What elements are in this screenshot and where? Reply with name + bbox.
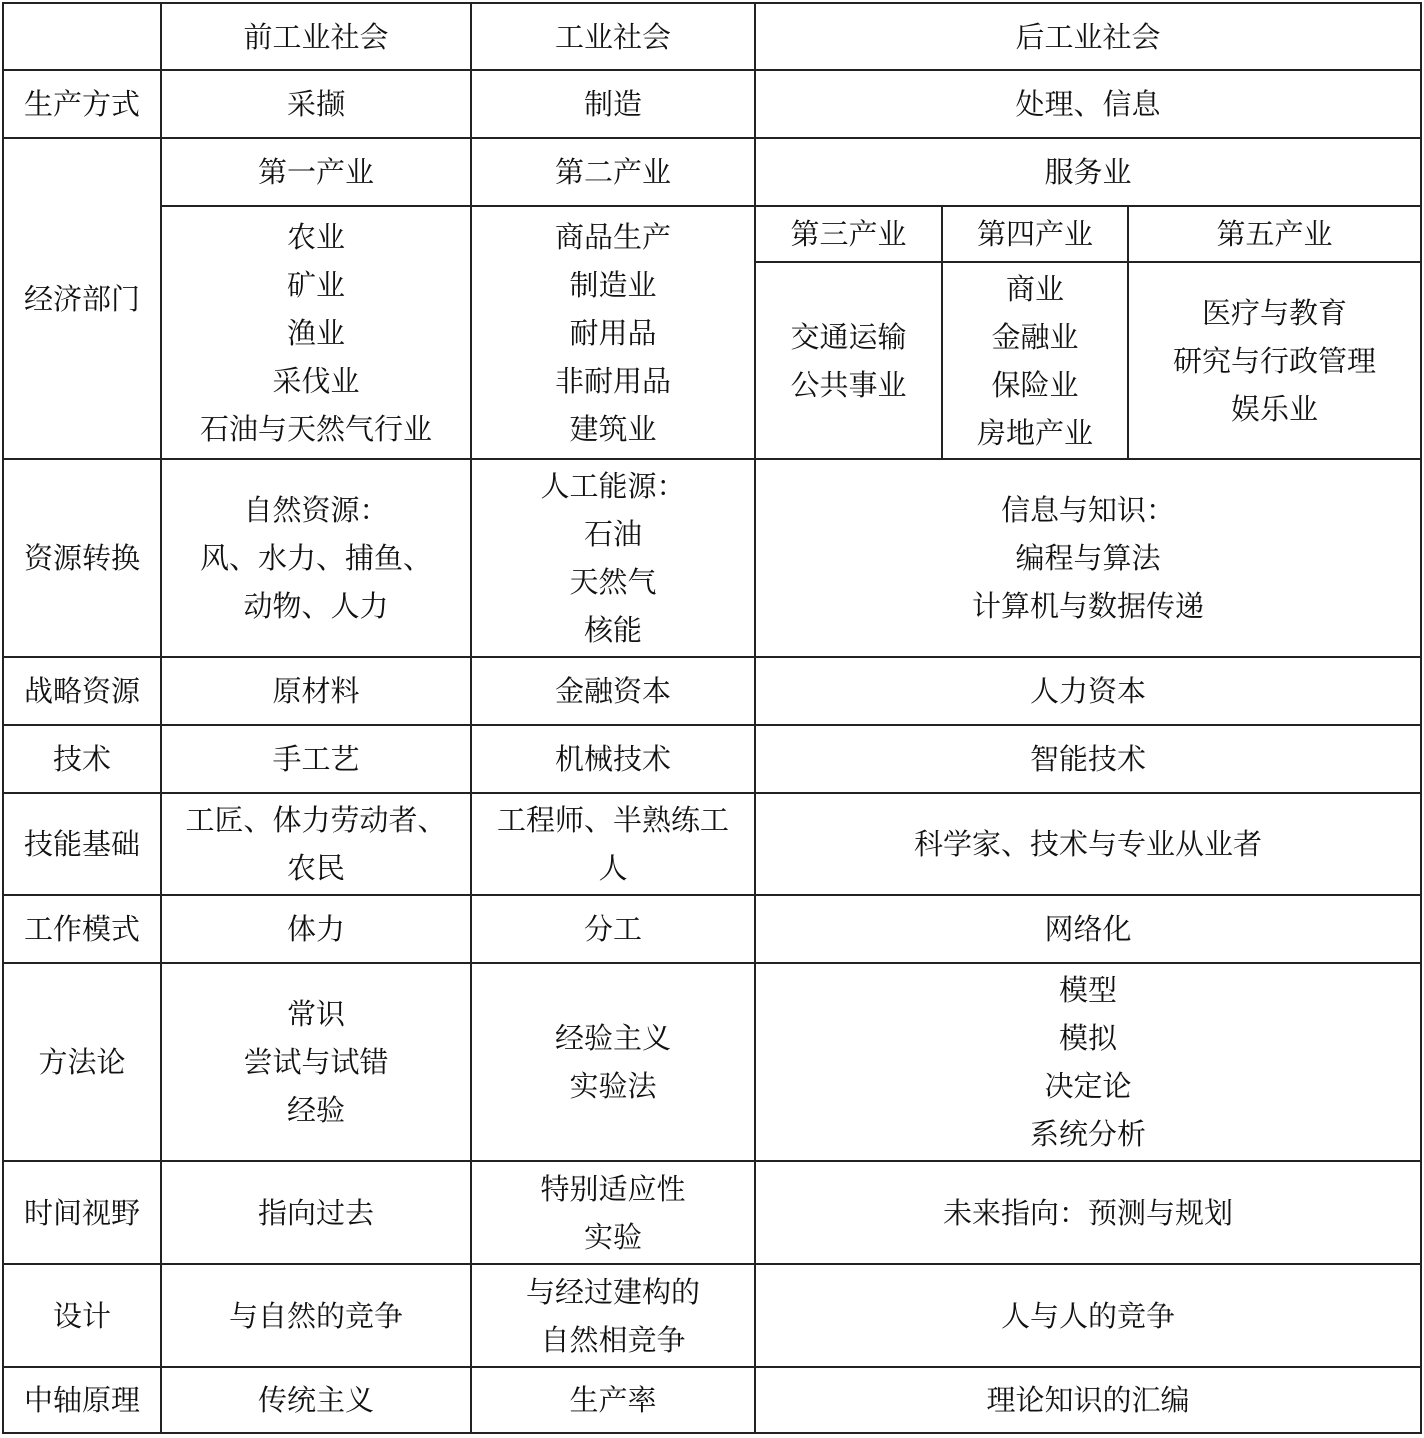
cell-line: 与经过建构的 (525, 1274, 700, 1309)
society-comparison-table (2, 2, 1422, 1434)
list-item: 商品生产 (554, 219, 671, 254)
cell-post-industrial: 人力资本 (755, 657, 1421, 725)
row-strategic-resource (3, 657, 1421, 725)
cell-quinary-sector: 第五产业 (1128, 206, 1421, 262)
cell-post-industrial (755, 963, 1421, 1161)
header-pre-industrial: 前工业社会 (161, 3, 471, 70)
cell-line: 工匠、体力劳动者、 (185, 803, 447, 837)
row-label: 技能基础 (3, 793, 161, 895)
cell-line: 自然资源： (243, 493, 389, 527)
cell-line: 计算机与数据传递 (971, 589, 1204, 623)
cell-post-industrial: 未来指向：预测与规划 (755, 1161, 1421, 1264)
cell-line: 天然气 (569, 565, 657, 599)
cell-industrial (471, 793, 755, 895)
row-resource-transformation (3, 459, 1421, 657)
cell-post-industrial: 智能技术 (755, 725, 1421, 793)
list-item: 非耐用品 (554, 363, 671, 398)
header-row (3, 3, 1421, 70)
cell-industrial: 机械技术 (471, 725, 755, 793)
cell-line: 人 (598, 851, 628, 885)
cell-line: 自然相竞争 (540, 1322, 686, 1357)
row-label: 设计 (3, 1264, 161, 1367)
cell-tertiary-sector-items (755, 262, 942, 459)
list-item: 金融业 (991, 319, 1079, 354)
list-item: 医疗与教育 (1201, 295, 1347, 330)
cell-line: 常识 (286, 997, 345, 1031)
row-work-mode (3, 895, 1421, 963)
cell-line: 特别适应性 (540, 1171, 686, 1206)
row-label: 技术 (3, 725, 161, 793)
row-axial-principle (3, 1367, 1421, 1433)
cell-pre-industrial (161, 459, 471, 657)
cell-industrial: 生产率 (471, 1367, 755, 1433)
list-item: 房地产业 (976, 415, 1093, 450)
cell-line: 人工能源： (540, 469, 686, 503)
row-economic-subsectors (3, 206, 1421, 262)
cell-line: 农民 (286, 851, 345, 885)
cell-pre-industrial: 传统主义 (161, 1367, 471, 1433)
list-item: 农业 (286, 219, 345, 254)
list-item: 矿业 (286, 267, 345, 302)
list-item: 采伐业 (272, 363, 360, 398)
row-label: 经济部门 (3, 138, 161, 459)
cell-industrial (471, 1264, 755, 1367)
cell-pre-industrial: 采撷 (161, 70, 471, 138)
list-item: 保险业 (991, 367, 1079, 402)
cell-industrial (471, 963, 755, 1161)
cell-industrial: 制造 (471, 70, 755, 138)
list-item: 交通运输 (790, 319, 907, 354)
row-design (3, 1264, 1421, 1367)
list-item: 商业 (1005, 271, 1064, 306)
cell-line: 模拟 (1058, 1021, 1117, 1055)
cell-line: 核能 (583, 613, 642, 647)
cell-line: 实验法 (569, 1069, 657, 1103)
cell-pre-industrial: 原材料 (161, 657, 471, 725)
header-corner-cell (3, 3, 161, 70)
cell-post-industrial: 处理、信息 (755, 70, 1421, 138)
row-production-mode (3, 70, 1421, 138)
row-label: 资源转换 (3, 459, 161, 657)
cell-post-industrial: 人与人的竞争 (755, 1264, 1421, 1367)
cell-line: 实验 (583, 1219, 642, 1254)
cell-pre-industrial: 手工艺 (161, 725, 471, 793)
cell-line: 石油 (583, 517, 642, 551)
cell-pre-industrial (161, 793, 471, 895)
cell-secondary-sector-items (471, 206, 755, 459)
cell-pre-industrial: 体力 (161, 895, 471, 963)
cell-pre-industrial (161, 963, 471, 1161)
row-label: 中轴原理 (3, 1367, 161, 1433)
row-economic-sector (3, 138, 1421, 206)
cell-industrial (471, 459, 755, 657)
row-label: 工作模式 (3, 895, 161, 963)
cell-line: 编程与算法 (1015, 541, 1161, 575)
row-label: 方法论 (3, 963, 161, 1161)
cell-secondary-sector: 第二产业 (471, 138, 755, 206)
row-methodology (3, 963, 1421, 1161)
cell-line: 决定论 (1044, 1069, 1132, 1103)
row-label: 时间视野 (3, 1161, 161, 1264)
list-item: 渔业 (286, 315, 345, 350)
row-time-horizon (3, 1161, 1421, 1264)
list-item: 公共事业 (790, 367, 907, 402)
cell-industrial (471, 1161, 755, 1264)
cell-service-sector: 服务业 (755, 138, 1421, 206)
cell-line: 经验 (286, 1093, 345, 1127)
cell-pre-industrial: 指向过去 (161, 1161, 471, 1264)
cell-quaternary-sector: 第四产业 (942, 206, 1128, 262)
cell-post-industrial (755, 459, 1421, 657)
cell-line: 信息与知识： (1000, 493, 1175, 527)
cell-post-industrial: 科学家、技术与专业从业者 (755, 793, 1421, 895)
list-item: 制造业 (569, 267, 657, 302)
cell-industrial: 金融资本 (471, 657, 755, 725)
cell-quaternary-sector-items (942, 262, 1128, 459)
list-item: 娱乐业 (1230, 391, 1318, 426)
cell-line: 工程师、半熟练工 (496, 803, 729, 837)
cell-post-industrial: 网络化 (755, 895, 1421, 963)
cell-line: 系统分析 (1029, 1117, 1146, 1151)
row-label: 生产方式 (3, 70, 161, 138)
cell-line: 模型 (1058, 973, 1117, 1007)
cell-primary-sector: 第一产业 (161, 138, 471, 206)
cell-tertiary-sector: 第三产业 (755, 206, 942, 262)
cell-post-industrial: 理论知识的汇编 (755, 1367, 1421, 1433)
cell-primary-sector-items (161, 206, 471, 459)
row-skill-base (3, 793, 1421, 895)
list-item: 石油与天然气行业 (199, 411, 432, 446)
cell-quinary-sector-items (1128, 262, 1421, 459)
list-item: 研究与行政管理 (1172, 343, 1376, 378)
cell-line: 尝试与试错 (243, 1045, 389, 1079)
list-item: 建筑业 (569, 411, 657, 446)
cell-line: 动物、人力 (243, 589, 389, 623)
header-post-industrial: 后工业社会 (755, 3, 1421, 70)
cell-pre-industrial: 与自然的竞争 (161, 1264, 471, 1367)
list-item: 耐用品 (569, 315, 657, 350)
cell-industrial: 分工 (471, 895, 755, 963)
cell-line: 经验主义 (554, 1021, 671, 1055)
row-label: 战略资源 (3, 657, 161, 725)
header-industrial: 工业社会 (471, 3, 755, 70)
cell-line: 风、水力、捕鱼、 (199, 541, 432, 575)
row-technology (3, 725, 1421, 793)
